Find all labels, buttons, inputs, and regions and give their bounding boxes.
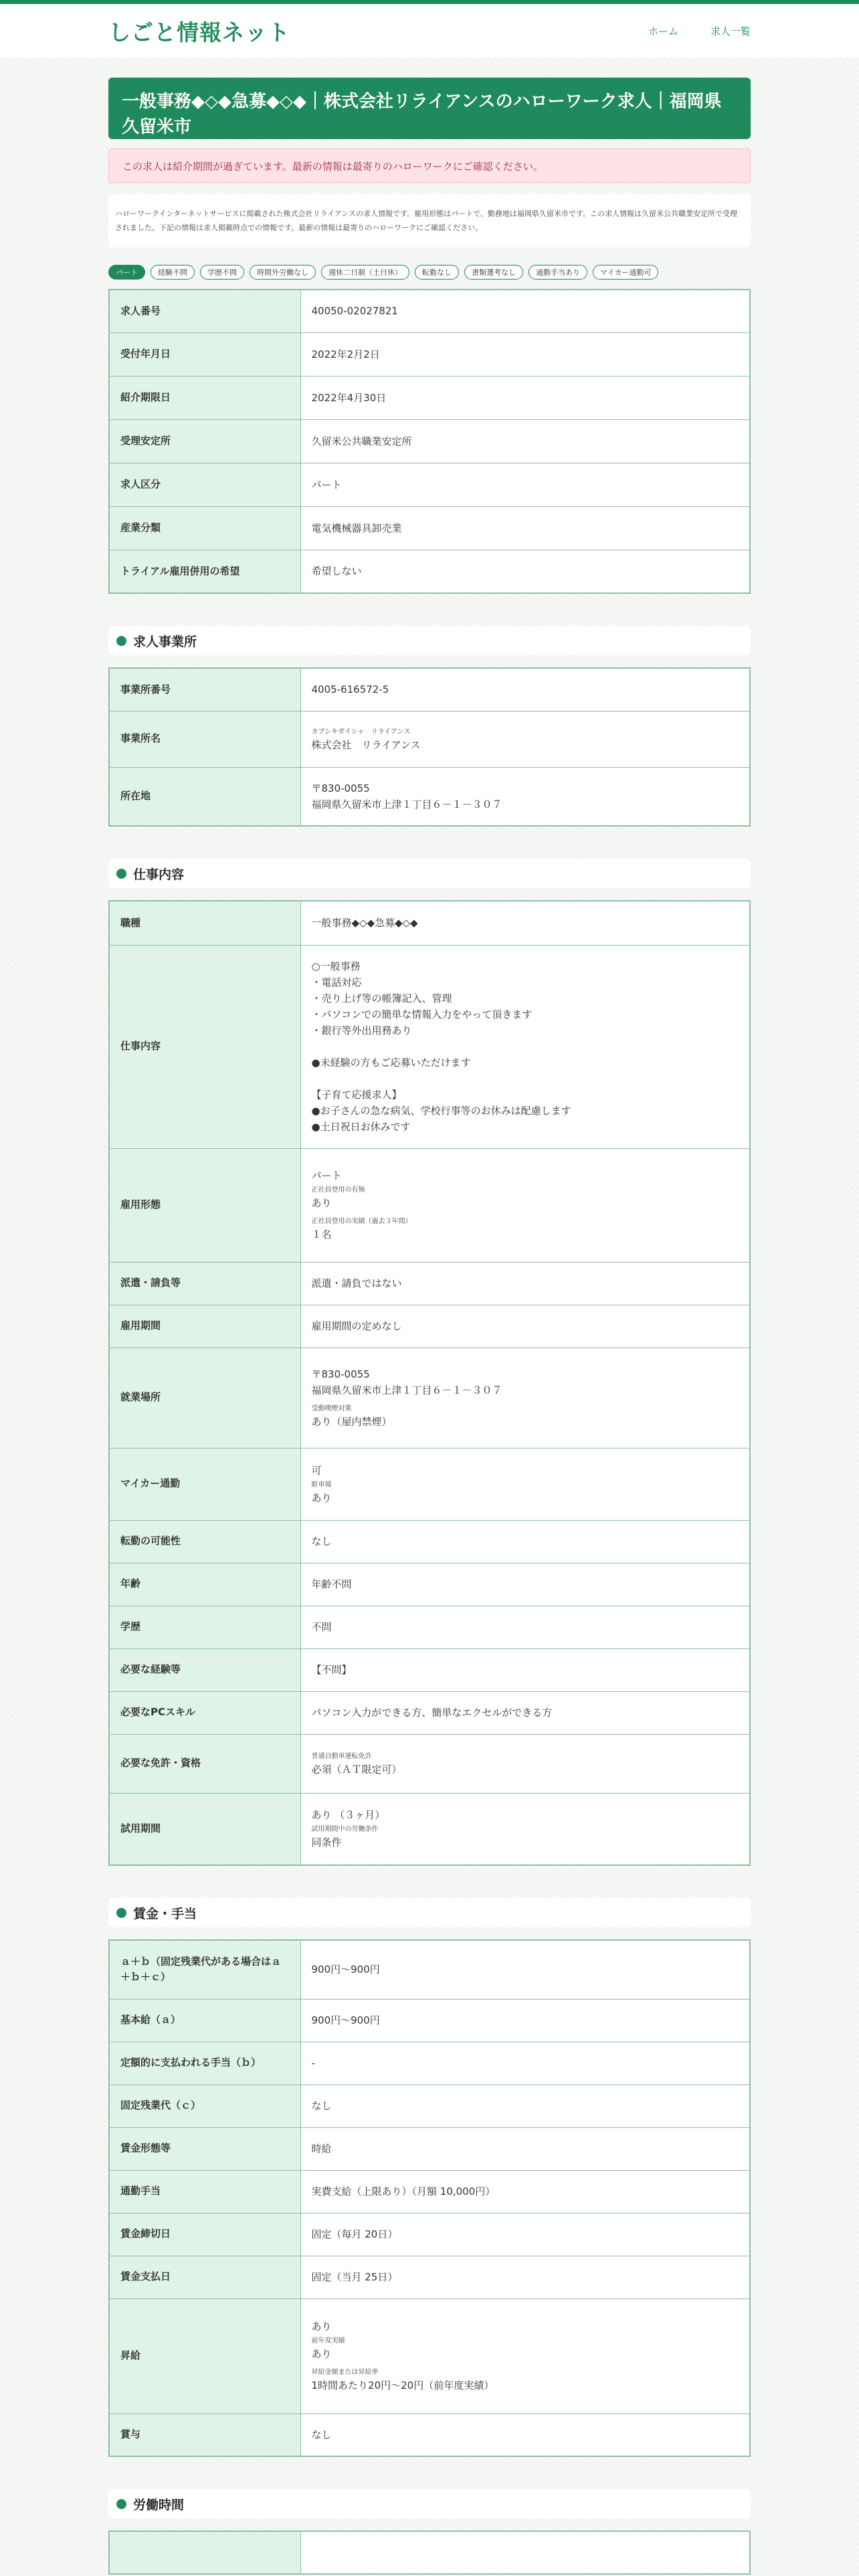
office-number: 4005-616572-5	[300, 668, 750, 711]
bullet-icon	[116, 636, 126, 646]
hours-table	[108, 2531, 751, 2575]
table-row: 通勤手当 実費支給（上限あり）（月額 10,000円）	[109, 2170, 750, 2213]
bullet-icon	[116, 1908, 126, 1918]
company-kana: カブシキガイシャ リライアンス	[311, 728, 411, 736]
tag-item[interactable]: 転勤なし	[415, 265, 459, 280]
expired-warning: この求人は紹介期間が過ぎています。最新の情報は最寄りのハローワークにご確認ください。	[108, 148, 751, 183]
table-row	[109, 332, 750, 376]
row-key: 求人番号	[109, 290, 300, 332]
table-row: 転勤の可能性 なし	[109, 1520, 750, 1563]
table-row	[109, 2531, 750, 2574]
wage-table	[108, 1939, 751, 2457]
table-row	[109, 419, 750, 463]
table-row: 賃金締切日 固定（毎月 20日）	[109, 2213, 750, 2256]
industry: 電気機械器具卸売業	[300, 506, 750, 550]
section-heading-employer: 求人事業所	[108, 626, 751, 655]
page-title: 一般事務◆◇◆急募◆◇◆｜株式会社リライアンスのハローワーク求人｜福岡県久留米市	[108, 78, 751, 139]
table-row: 必要な免許・資格 普通自動車運転免許 必須（ＡＴ限定可）	[109, 1734, 750, 1793]
main-nav	[648, 24, 751, 38]
section-heading-wage: 賃金・手当	[108, 1898, 751, 1927]
trial-employment: 希望しない	[300, 550, 750, 593]
table-row: 昇給 あり 前年度実績 あり 昇給金額または昇給率 1時間あたり20円〜20円（前年度実績）	[109, 2298, 750, 2413]
tag-item[interactable]: 週休二日制（土日休）	[321, 265, 409, 280]
table-row: 学歴 不問	[109, 1606, 750, 1648]
table-row: マイカー通勤 可 駐車場 あり	[109, 1448, 750, 1520]
table-row	[109, 376, 750, 419]
site-header	[0, 4, 859, 58]
site-logo[interactable]: しごと情報ネット	[108, 19, 290, 45]
received-date: 2022年2月2日	[300, 332, 750, 376]
table-row: 必要なPCスキル パソコン入力ができる方、簡単なエクセルができる方	[109, 1691, 750, 1734]
table-row: 定額的に支払われる手当（ｂ） -	[109, 2042, 750, 2084]
job-title: 一般事務◆◇◆急募◆◇◆	[300, 901, 750, 945]
row-key: 受付年月日	[109, 332, 300, 376]
table-row: 賞与 なし	[109, 2413, 750, 2456]
nav-home-link[interactable]: ホーム	[648, 25, 678, 37]
table-row: 所在地 〒830-0055 福岡県久留米市上津１丁目６－１－３０７	[109, 767, 750, 826]
section-heading-hours: 労働時間	[108, 2489, 751, 2518]
table-row: 雇用形態 パート 正社員登用の有無 あり 正社員登用の実績（過去３年間） １名	[109, 1148, 750, 1262]
job-description: ○一般事務 ・電話対応 ・売り上げ等の帳簿記入、管理 ・パソコンでの簡単な情報入力をやって頂きます ・銀行等外出用務あり ●未経験の方もご応募いただけます 【子育て応援求人】 ●お子さんの急な病気、学校行事等のお休みは配慮します ●土日祝日お休みです	[300, 945, 750, 1148]
table-row: 就業場所 〒830-0055 福岡県久留米市上津１丁目６－１－３０７ 受動喫煙対策 あり（屋内禁煙）	[109, 1348, 750, 1448]
intro-text: ハローワークインターネットサービスに掲載された株式会社リライアンスの求人情報です。雇用形態はパートで、勤務地は福岡県久留米市です。この求人情報は久留米公共職業安定所で受理されました。下記の情報は求人掲載時点での情報です。最新の情報は最寄りのハローワークにご確認ください。	[108, 194, 751, 247]
tag-item[interactable]: 経験不問	[151, 265, 195, 280]
bullet-icon	[116, 2499, 126, 2509]
tag-item[interactable]: マイカー通勤可	[593, 265, 658, 280]
company-name: 株式会社 リライアンス	[311, 738, 421, 751]
table-row: 仕事内容 ○一般事務 ・電話対応 ・売り上げ等の帳簿記入、管理 ・パソコンでの簡単な情報入力をやって頂きます ・銀行等外出用務あり ●未経験の方もご応募いただけます 【子育て応援求人】 ●お子さんの急な病気、学校行事等のお休みは配慮します ●土日祝日お休みです	[109, 945, 750, 1148]
tag-list	[108, 265, 751, 281]
tag-item[interactable]: 書類選考なし	[464, 265, 523, 280]
table-row: 事業所番号 4005-616572-5	[109, 668, 750, 711]
table-row: 事業所名 カブシキガイシャ リライアンス 株式会社 リライアンス	[109, 711, 750, 767]
table-row: 年齢 年齢不問	[109, 1563, 750, 1606]
table-row: 必要な経験等 【不問】	[109, 1648, 750, 1691]
table-row: 職種 一般事務◆◇◆急募◆◇◆	[109, 901, 750, 945]
table-row: ａ＋ｂ（固定残業代がある場合はａ＋ｂ＋ｃ） 900円〜900円	[109, 1940, 750, 1999]
table-row: 試用期間 あり （３ヶ月） 試用期間中の労働条件 同条件	[109, 1793, 750, 1865]
table-row	[109, 290, 750, 332]
table-row	[109, 463, 750, 506]
table-row: 固定残業代（ｃ） なし	[109, 2084, 750, 2127]
tag-item[interactable]: 通勤手当あり	[529, 265, 587, 280]
basic-info-table	[108, 289, 751, 594]
address: 福岡県久留米市上津１丁目６－１－３０７	[311, 798, 502, 811]
job-category: パート	[300, 463, 750, 506]
row-key: 求人区分	[109, 463, 300, 506]
table-row: 基本給（ａ） 900円〜900円	[109, 1999, 750, 2042]
row-key: トライアル雇用併用の希望	[109, 550, 300, 593]
job-table	[108, 900, 751, 1866]
tag-item[interactable]: 学歴不問	[200, 265, 244, 280]
table-row: 賃金形態等 時給	[109, 2127, 750, 2170]
row-key: 産業分類	[109, 506, 300, 550]
table-row: 派遣・請負等 派遣・請負ではない	[109, 1262, 750, 1305]
main-content	[108, 78, 751, 2575]
row-key: 紹介期限日	[109, 376, 300, 419]
bullet-icon	[116, 869, 126, 879]
row-key: 受理安定所	[109, 419, 300, 463]
employer-table	[108, 667, 751, 827]
nav-job-list-link[interactable]: 求人一覧	[710, 25, 751, 37]
table-row	[109, 550, 750, 593]
section-heading-job: 仕事内容	[108, 859, 751, 888]
tag-item[interactable]: パート	[108, 265, 145, 280]
receiving-office: 久留米公共職業安定所	[300, 419, 750, 463]
postal-code: 〒830-0055	[311, 782, 370, 794]
referral-deadline: 2022年4月30日	[300, 376, 750, 419]
table-row: 賃金支払日 固定（当月 25日）	[109, 2256, 750, 2298]
table-row: 雇用期間 雇用期間の定めなし	[109, 1305, 750, 1348]
job-number: 40050-02027821	[300, 290, 750, 332]
table-row	[109, 506, 750, 550]
tag-item[interactable]: 時間外労働なし	[250, 265, 316, 280]
